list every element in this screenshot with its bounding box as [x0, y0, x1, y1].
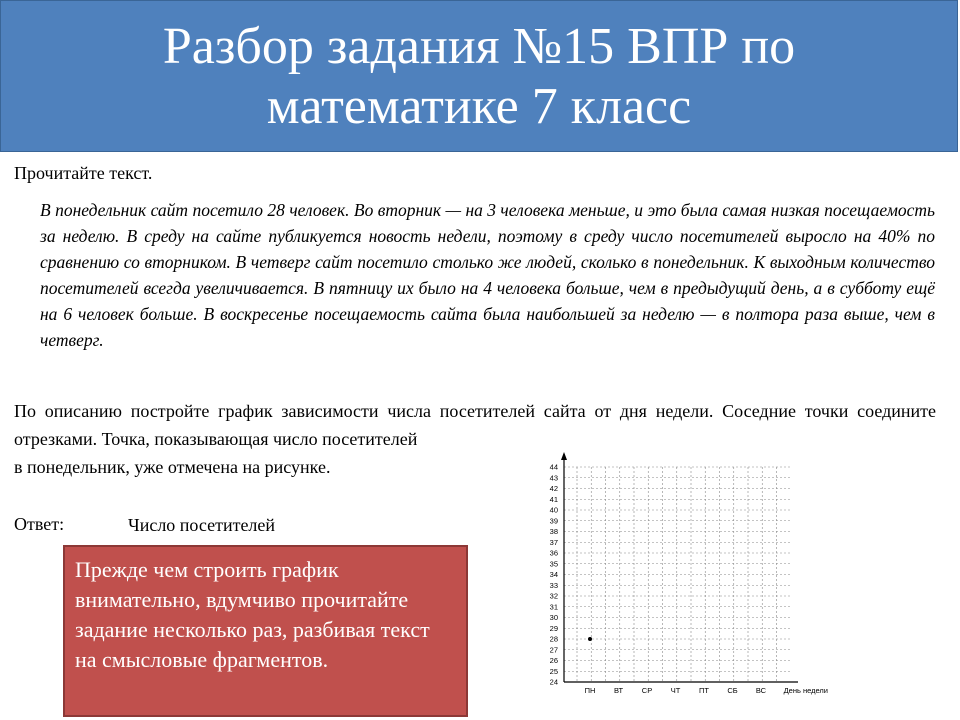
y-tick-label: 36 [549, 548, 558, 558]
data-point [588, 637, 592, 641]
y-tick-label: 41 [549, 494, 558, 504]
y-tick-label: 37 [549, 537, 558, 547]
task-text-part-1: По описанию постройте график зависимости числа посетителей сайта от дня недели. Соседние точки соедините отрезками. Точка, показывающая число посетителей [14, 401, 936, 449]
y-tick-label: 34 [549, 570, 558, 579]
y-tick-label: 33 [549, 580, 558, 590]
y-tick-label: 42 [549, 484, 558, 493]
x-tick-label: ВС [755, 686, 767, 695]
y-tick-label: 28 [549, 634, 558, 644]
x-tick-label: ПН [584, 686, 596, 695]
x-tick-label: СБ [727, 686, 738, 695]
slide-title-line-2: математике 7 класс [266, 78, 692, 135]
y-tick-label: 35 [549, 559, 558, 569]
x-tick-label: СР [641, 686, 653, 695]
y-tick-label: 30 [549, 613, 558, 622]
y-tick-label: 27 [549, 645, 558, 655]
y-tick-label: 24 [549, 677, 558, 687]
y-tick-label: 31 [549, 602, 558, 612]
hint-callout: Прежде чем строить график внимательно, вдумчиво прочитайте задание несколько раз, разбивая текст на смысловые фрагментов. [63, 545, 468, 717]
y-axis-arrow [561, 452, 567, 460]
y-tick-label: 40 [549, 505, 558, 515]
slide-title-line-1: Разбор задания №15 ВПР по [162, 18, 796, 75]
x-tick-label: ПТ [699, 686, 709, 695]
y-tick-label: 38 [549, 527, 558, 536]
title-banner [0, 0, 958, 152]
y-tick-label: 32 [549, 591, 558, 601]
y-tick-label: 26 [549, 656, 558, 665]
y-tick-label: 39 [549, 516, 558, 526]
task-text-part-2: в понедельник, уже отмечена на рисунке. [14, 457, 331, 477]
y-tick-label: 44 [549, 462, 558, 472]
axis-title: Число посетителей [128, 515, 276, 535]
y-tick-label: 25 [549, 666, 558, 676]
instruction-text: Прочитайте текст. [14, 163, 153, 183]
x-tick-label: ВТ [613, 686, 624, 695]
slide-title [1, 17, 957, 137]
y-tick-label: 43 [549, 473, 558, 483]
problem-story: В понедельник сайт посетило 28 человек. Во вторник — на 3 человека меньше, и это была самая низкая посещаемость за неделю. В среду на сайте публикуется новость недели, поэтому в среду число посетителей выросло на 40% по сравнению со вторником. В четверг сайт посетило столько же людей, сколько в понедельник. К выходным количество посетителей всегда увеличивается. В пятницу их было на 4 человека больше, чем в предыдущий день, а в субботу ещё на 6 человек больше. В воскресенье посещаемость сайта была наибольшей за неделю — в полтора раза выше, чем в четверг. [40, 200, 935, 350]
x-tick-label: ЧТ [670, 686, 681, 695]
x-axis-label: День недели [783, 686, 828, 695]
answer-label: Ответ: [14, 514, 65, 534]
y-tick-label: 29 [549, 623, 558, 633]
visitors-chart [520, 450, 830, 700]
